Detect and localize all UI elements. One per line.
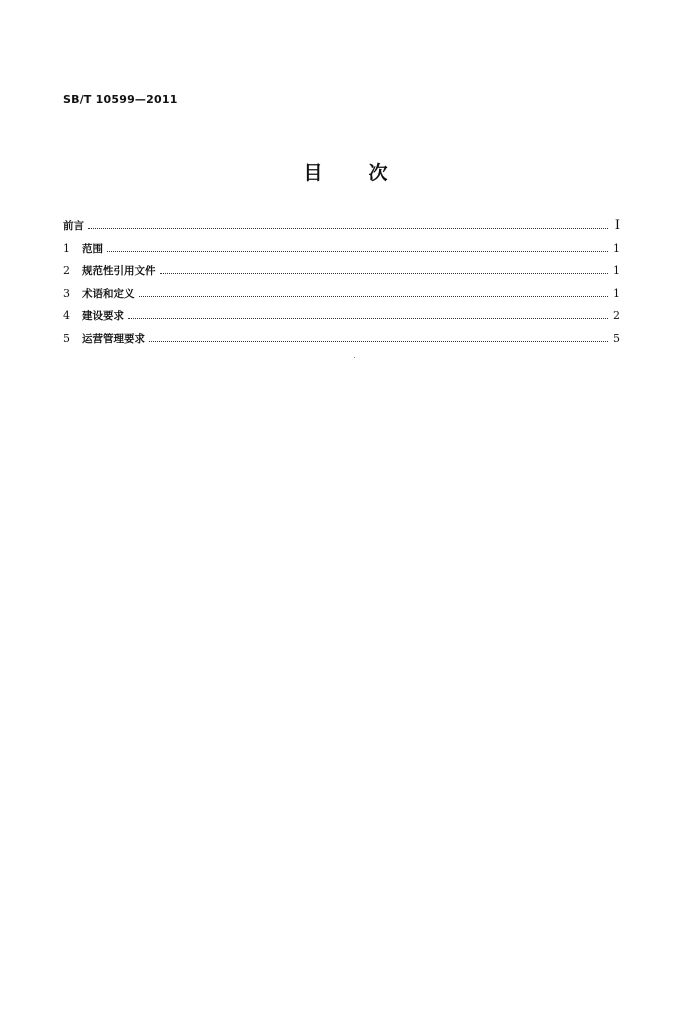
toc-entry-page: I — [614, 218, 620, 233]
standard-code: SB/T 10599—2011 — [63, 93, 178, 106]
toc-dot-leader — [149, 340, 608, 342]
toc-dot-leader — [128, 317, 608, 319]
table-of-contents — [63, 218, 620, 353]
toc-dot-leader — [88, 227, 608, 229]
toc-entry-page: 1 — [613, 264, 620, 277]
toc-entry-label: 运营管理要求 — [82, 332, 145, 345]
toc-entry-number: 1 — [63, 241, 70, 255]
toc-entry-page: 1 — [613, 241, 620, 255]
toc-entry-page: 2 — [613, 309, 620, 322]
toc-entry-foreword[interactable] — [63, 218, 620, 241]
toc-title — [0, 158, 691, 185]
toc-entry-number: 5 — [63, 331, 70, 345]
toc-entry-label: 建设要求 — [82, 310, 124, 322]
toc-entry-label: 前言 — [63, 220, 84, 232]
toc-entry-terms-definitions[interactable] — [63, 286, 620, 309]
toc-dot-leader — [160, 272, 609, 274]
toc-entry-number: 4 — [63, 309, 70, 322]
toc-entry-normative-references[interactable] — [63, 263, 620, 286]
toc-entry-page: 5 — [613, 331, 620, 345]
toc-entry-label: 术语和定义 — [82, 287, 135, 300]
toc-entry-number: 2 — [63, 264, 70, 277]
toc-dot-leader — [107, 250, 608, 252]
toc-dot-leader — [139, 295, 609, 297]
toc-entry-label: 规范性引用文件 — [82, 265, 156, 277]
toc-entry-page: 1 — [613, 286, 620, 300]
toc-title-char-2: 次 — [368, 162, 388, 184]
toc-entry-label: 范围 — [82, 242, 103, 255]
toc-entry-number: 3 — [63, 286, 70, 300]
toc-entry-construction-requirements[interactable] — [63, 308, 620, 331]
scan-speck — [354, 357, 355, 358]
toc-entry-scope[interactable] — [63, 241, 620, 264]
toc-entry-operation-management[interactable] — [63, 331, 620, 354]
toc-title-char-1: 目 — [303, 162, 323, 184]
